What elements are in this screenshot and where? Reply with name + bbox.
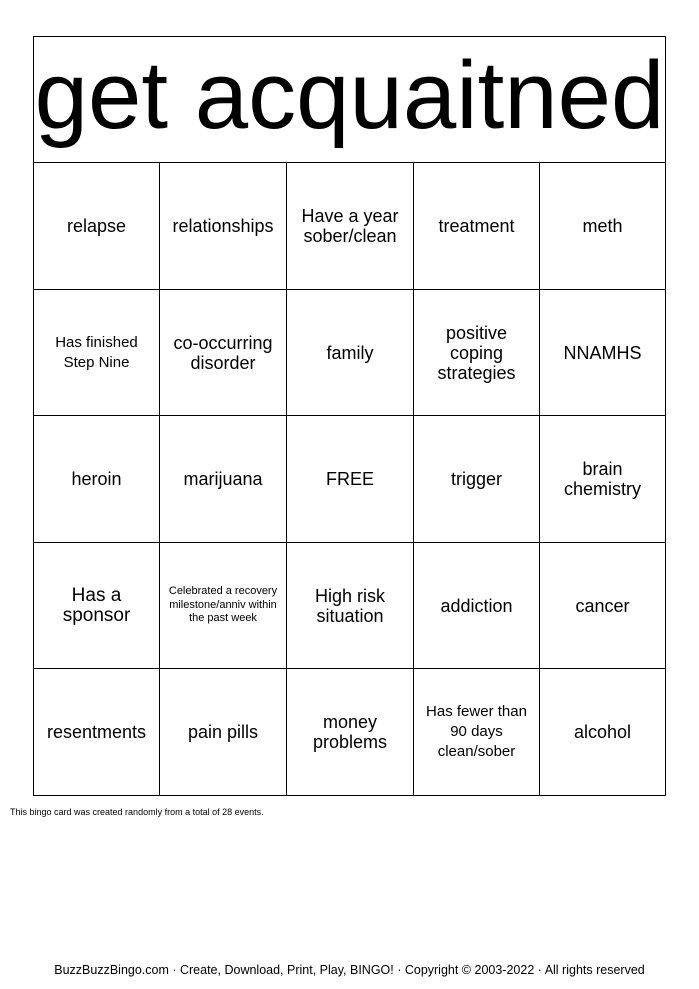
bingo-cell: Celebrated a recovery milestone/anniv within the past week — [160, 543, 287, 669]
bingo-cell: resentments — [34, 669, 160, 795]
bingo-grid — [34, 163, 665, 795]
bingo-cell: treatment — [414, 163, 540, 290]
card-title: get acquaitned — [34, 37, 665, 163]
bingo-cell: Has fewer than 90 days clean/sober — [414, 669, 540, 795]
bingo-cell: trigger — [414, 416, 540, 543]
bingo-cell: Has a sponsor — [34, 543, 160, 669]
bingo-cell: relapse — [34, 163, 160, 290]
bingo-cell: money problems — [287, 669, 414, 795]
page-footer: BuzzBuzzBingo.com · Create, Download, Print, Play, BINGO! · Copyright © 2003-2022 · All rights reserved — [54, 963, 645, 977]
bingo-cell: High risk situation — [287, 543, 414, 669]
bingo-cell: Have a year sober/clean — [287, 163, 414, 290]
bingo-cell: heroin — [34, 416, 160, 543]
bingo-cell: pain pills — [160, 669, 287, 795]
bingo-cell: co-occurring disorder — [160, 290, 287, 416]
free-space-cell: FREE — [287, 416, 414, 543]
bingo-cell: brain chemistry — [540, 416, 665, 543]
bingo-cell: meth — [540, 163, 665, 290]
bingo-cell: relationships — [160, 163, 287, 290]
bingo-cell: alcohol — [573, 722, 632, 742]
bingo-cell: NNAMHS — [540, 290, 665, 416]
bingo-cell: Has finished Step Nine — [34, 290, 160, 416]
bingo-cell: marijuana — [160, 416, 287, 543]
bingo-cell: family — [287, 290, 414, 416]
bingo-cell: cancer — [540, 543, 665, 669]
bingo-cell: positive coping strategies — [414, 290, 540, 416]
card-footnote: This bingo card was created randomly from a total of 28 events. — [10, 807, 264, 817]
bingo-cell: addiction — [414, 543, 540, 669]
bingo-card — [33, 36, 666, 796]
